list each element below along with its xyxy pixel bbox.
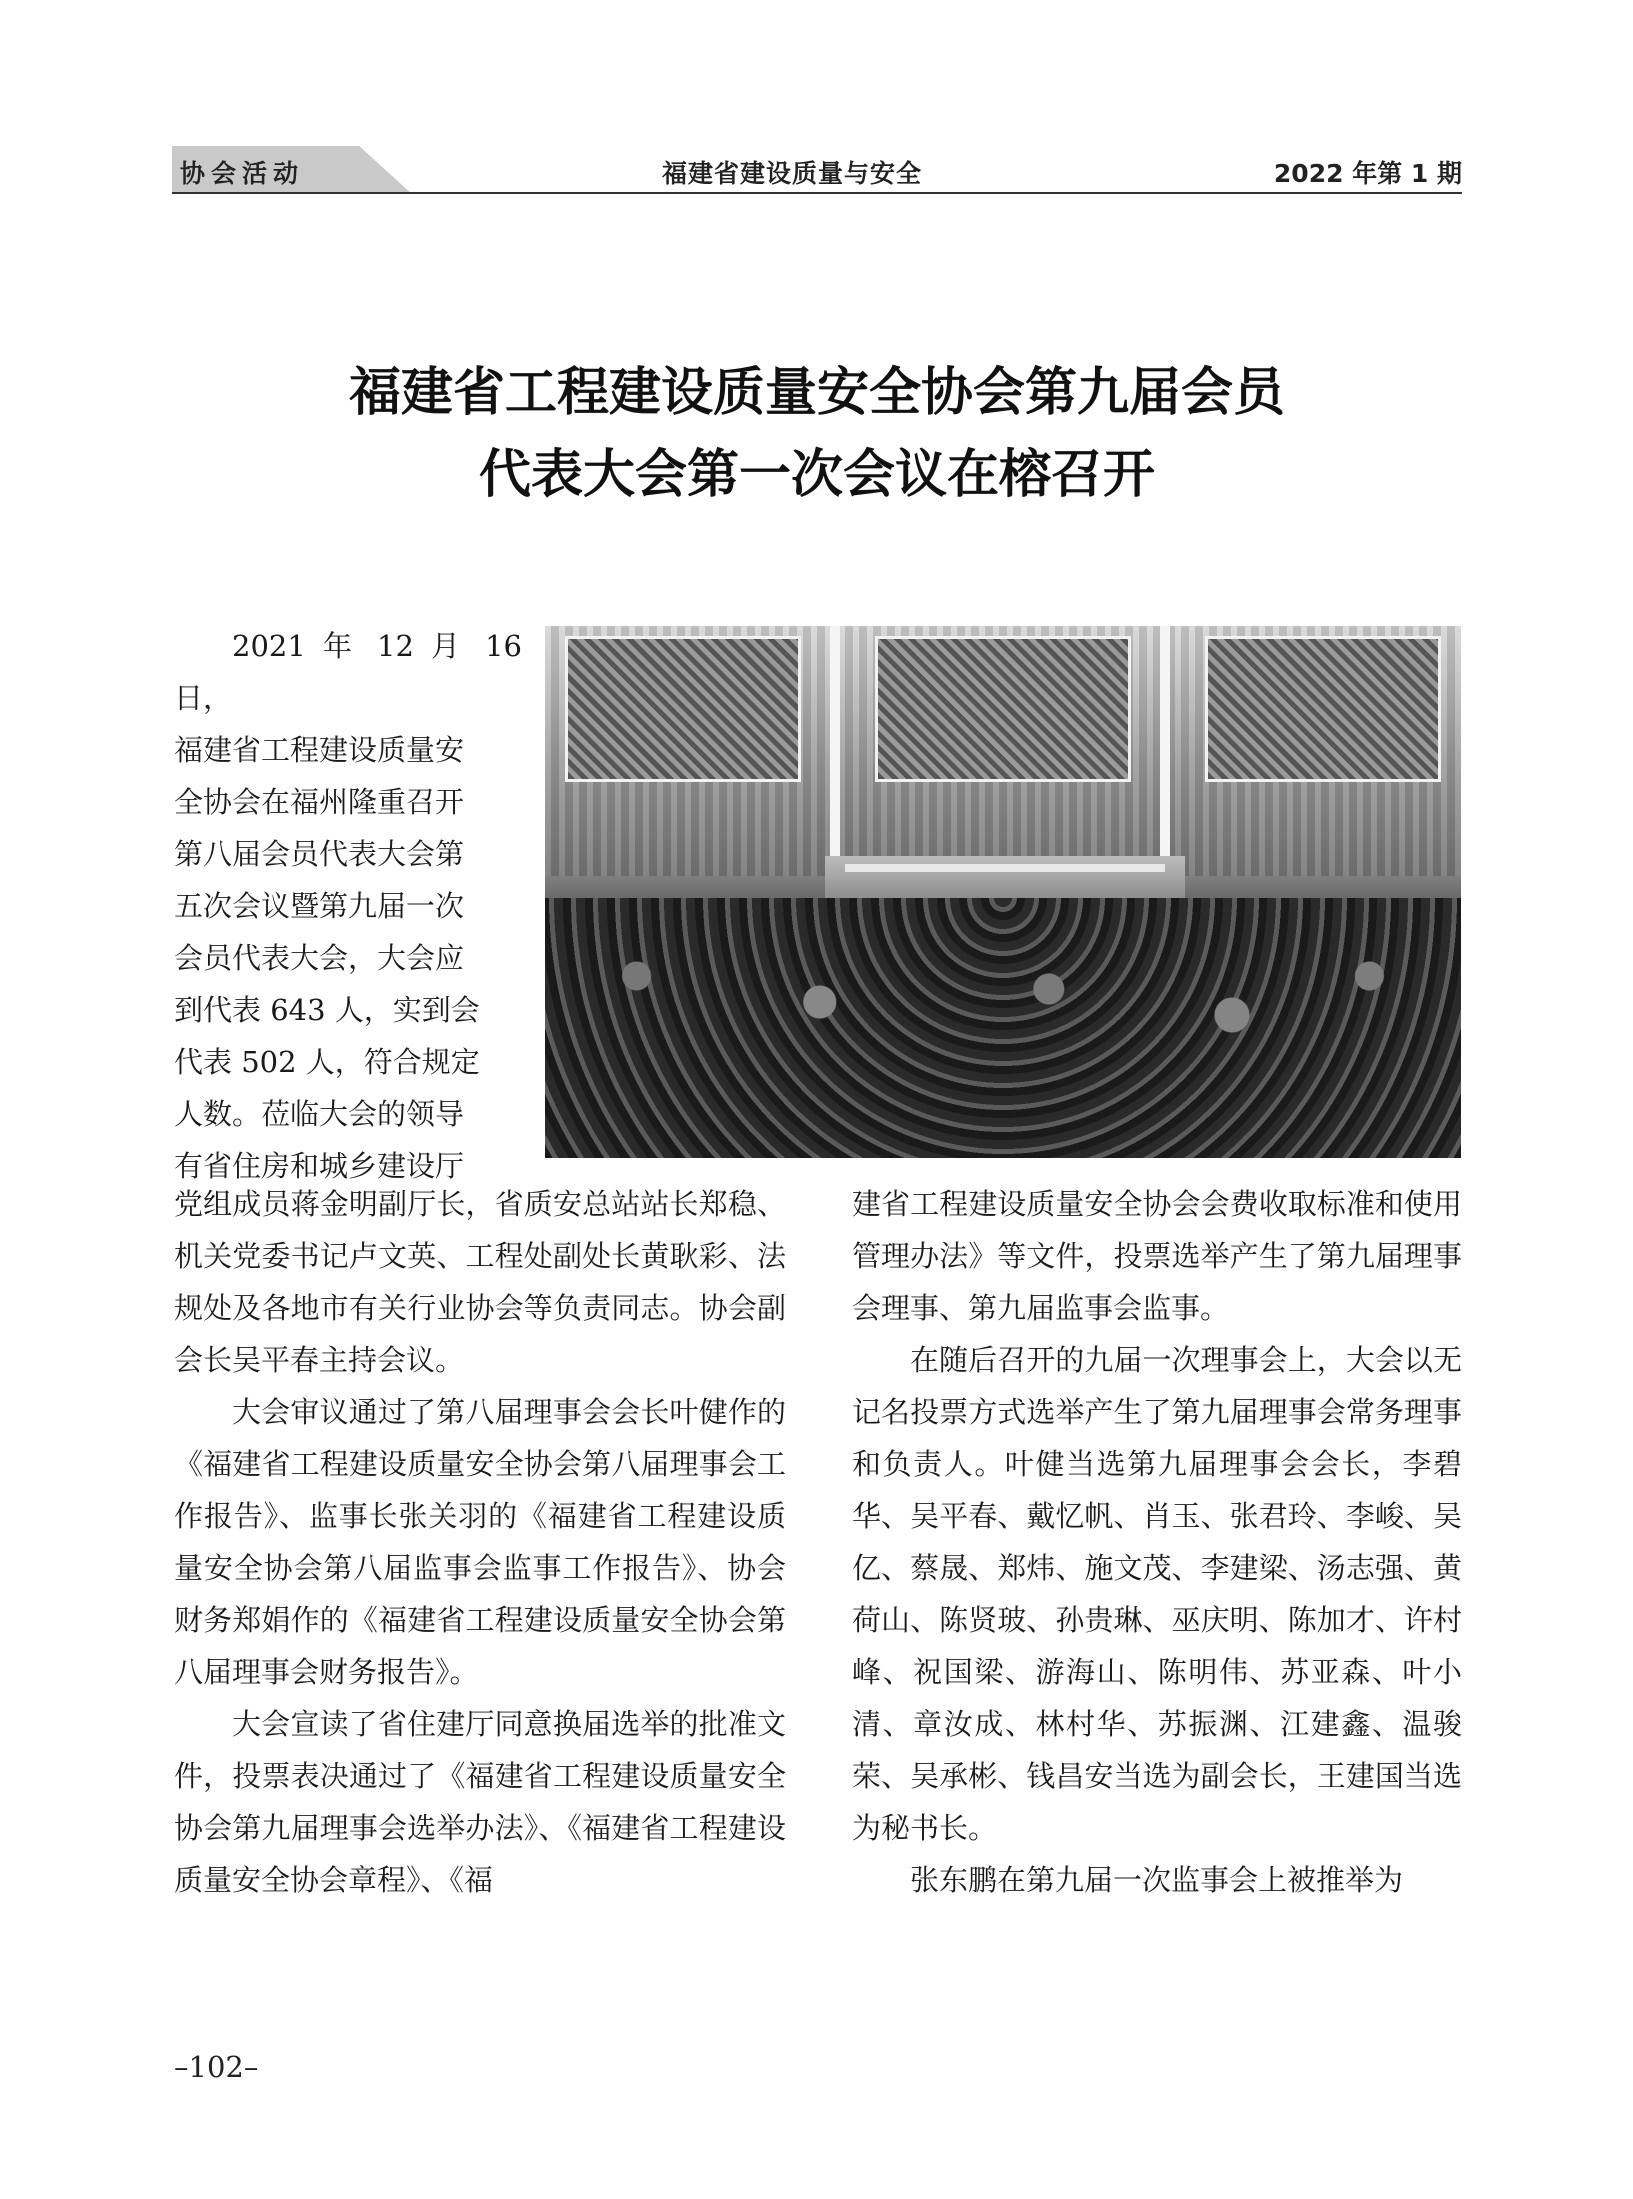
intro-line: 代表 502 人，符合规定 <box>174 1045 480 1079</box>
photo-beam <box>1160 626 1170 876</box>
section-label: 协会活动 <box>180 159 305 188</box>
photo-ceiling-panel <box>565 636 801 782</box>
header-rule <box>172 192 1462 194</box>
intro-line: 全协会在福州隆重召开 <box>174 785 465 819</box>
intro-line: 人数。莅临大会的领导 <box>174 1097 465 1131</box>
intro-line: 到代表 643 人，实到会 <box>174 993 480 1027</box>
photo-audience <box>545 898 1461 1158</box>
intro-column <box>174 620 522 1192</box>
article-title-line-2: 代表大会第一次会议在榕召开 <box>478 444 1155 505</box>
photo-banner <box>845 864 1165 872</box>
left-column <box>174 1178 786 1906</box>
intro-line: 五次会议暨第九届一次 <box>174 889 465 923</box>
intro-line: 2021 年 12 月 16 日， <box>174 629 522 715</box>
paragraph: 建省工程建设质量安全协会会费收取标准和使用管理办法》等文件，投票选举产生了第九届理事会理事、第九届监事会监事。 <box>852 1187 1462 1325</box>
page-number: –102– <box>174 2050 259 2084</box>
photo-ceiling-panel <box>875 636 1131 782</box>
conference-hall-photo <box>545 626 1461 1158</box>
article-title-line-1: 福建省工程建设质量安全协会第九届会员 <box>348 362 1285 423</box>
intro-line: 有省住房和城乡建设厅 <box>174 1149 465 1183</box>
intro-line: 福建省工程建设质量安 <box>174 733 465 767</box>
journal-name: 福建省建设质量与安全 <box>662 159 923 188</box>
issue-number: 2022 年第 1 期 <box>1273 159 1462 188</box>
right-column <box>852 1178 1462 1906</box>
intro-line: 第八届会员代表大会第 <box>174 837 465 871</box>
paragraph: 在随后召开的九届一次理事会上，大会以无记名投票方式选举产生了第九届理事会常务理事和负责人。叶健当选第九届理事会会长，李碧华、吴平春、戴忆帆、肖玉、张君玲、李峻、吴亿、蔡晟、郑炜、施文茂、李建梁、汤志强、黄荷山、陈贤玻、孙贵琳、巫庆明、陈加才、许村峰、祝国梁、游海山、陈明伟、苏亚森、叶小清、章汝成、林村华、苏振渊、江建鑫、温骏荣、吴承彬、钱昌安当选为副会长，王建国当选为秘书长。 <box>852 1343 1462 1845</box>
photo-beam <box>830 626 840 876</box>
running-header <box>172 146 1462 194</box>
paragraph: 大会审议通过了第八届理事会会长叶健作的《福建省工程建设质量安全协会第八届理事会工作报告》、监事长张关羽的《福建省工程建设质量安全协会第八届监事会监事工作报告》、协会财务郑娟作的《福建省工程建设质量安全协会第八届理事会财务报告》。 <box>174 1395 786 1689</box>
paragraph: 党组成员蒋金明副厅长，省质安总站站长郑稳、机关党委书记卢文英、工程处副处长黄耿彩、法规处及各地市有关行业协会等负责同志。协会副会长吴平春主持会议。 <box>174 1187 786 1377</box>
paragraph: 张东鹏在第九届一次监事会上被推举为 <box>910 1863 1404 1897</box>
intro-line: 会员代表大会，大会应 <box>174 941 465 975</box>
photo-ceiling-panel <box>1205 636 1441 782</box>
paragraph: 大会宣读了省住建厅同意换届选举的批准文件，投票表决通过了《福建省工程建设质量安全协会第九届理事会选举办法》、《福建省工程建设质量安全协会章程》、《福 <box>174 1707 786 1897</box>
